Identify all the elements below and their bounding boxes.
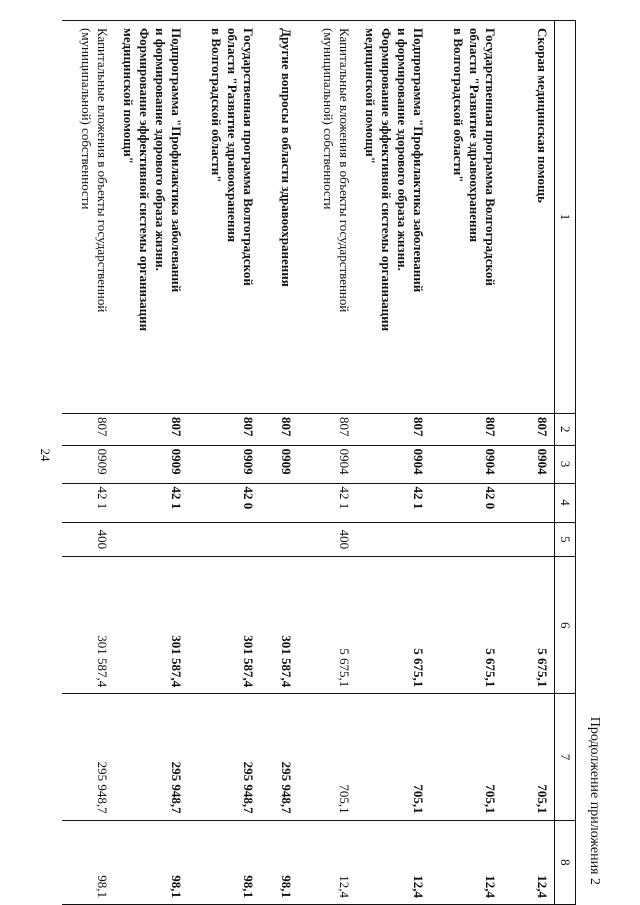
column-header: 4 [555,483,576,522]
table-row [114,21,188,905]
column-header: 7 [555,694,576,820]
page-number: 24 [38,448,53,462]
cell-col5: 400 [62,522,114,557]
cell-col6: 5 675,1 [356,557,430,694]
cell-col8: 98,1 [260,820,298,904]
row-name: Подпрограмма "Профилактика заболеваний и формирование здорового образа жизни. Формирование эффективной системы организации медицинской помощи" [356,21,430,414]
cell-col3: 0909 [114,445,188,483]
cell-col4 [260,483,298,522]
cell-col7: 705,1 [356,694,430,820]
cell-col4: 42 0 [188,483,260,522]
cell-col6: 5 675,1 [502,557,555,694]
cell-col2: 807 [188,414,260,446]
cell-col3: 0909 [188,445,260,483]
cell-col4: 42 0 [430,483,502,522]
cell-col8: 12,4 [356,820,430,904]
cell-col2: 807 [260,414,298,446]
table-header-row [555,21,576,905]
cell-col5 [260,522,298,557]
row-name: Капитальные вложения в объекты государственной (муниципальной) собственности [62,21,114,414]
table-row [298,21,356,905]
cell-col5 [502,522,555,557]
cell-col5 [188,522,260,557]
cell-col6: 5 675,1 [430,557,502,694]
cell-col2: 807 [430,414,502,446]
cell-col7: 705,1 [298,694,356,820]
cell-col8: 12,4 [298,820,356,904]
column-header: 3 [555,445,576,483]
cell-col7: 705,1 [502,694,555,820]
cell-col4: 42 1 [356,483,430,522]
cell-col6: 301 587,4 [260,557,298,694]
cell-col5: 400 [298,522,356,557]
column-header: 8 [555,820,576,904]
cell-col7: 295 948,7 [114,694,188,820]
cell-col3: 0909 [62,445,114,483]
cell-col6: 301 587,4 [62,557,114,694]
cell-col2: 807 [114,414,188,446]
table-row [430,21,502,905]
table-row [188,21,260,905]
cell-col7: 295 948,7 [62,694,114,820]
cell-col6: 301 587,4 [114,557,188,694]
row-name: Государственная программа Волгоградской области "Развитие здравоохранения в Волгоградской области" [188,21,260,414]
cell-col8: 98,1 [188,820,260,904]
table-row [356,21,430,905]
row-name: Капитальные вложения в объекты государственной (муниципальной) собственности [298,21,356,414]
column-header: 1 [555,21,576,414]
budget-table [62,20,576,905]
cell-col8: 12,4 [502,820,555,904]
cell-col8: 12,4 [430,820,502,904]
table-row [502,21,555,905]
cell-col2: 807 [502,414,555,446]
table-row [62,21,114,905]
cell-col6: 5 675,1 [298,557,356,694]
cell-col4: 42 1 [298,483,356,522]
cell-col3: 0904 [298,445,356,483]
cell-col4: 42 1 [114,483,188,522]
cell-col4 [502,483,555,522]
row-name: Скорая медицинская помощь [502,21,555,414]
cell-col3: 0904 [502,445,555,483]
column-header: 5 [555,522,576,557]
cell-col8: 98,1 [62,820,114,904]
row-name: Подпрограмма "Профилактика заболеваний и формирование здорового образа жизни. Формирование эффективной системы организации медицинской помощи" [114,21,188,414]
cell-col7: 295 948,7 [260,694,298,820]
column-header: 2 [555,414,576,446]
cell-col3: 0904 [356,445,430,483]
cell-col6: 301 587,4 [188,557,260,694]
cell-col5 [114,522,188,557]
cell-col4: 42 1 [62,483,114,522]
row-name: Другие вопросы в области здравоохранения [260,21,298,414]
appendix-note: Продолжение приложения 2 [587,716,602,885]
row-name: Государственная программа Волгоградской области "Развитие здравоохранения в Волгоградской области" [430,21,502,414]
cell-col7: 295 948,7 [188,694,260,820]
table-row [260,21,298,905]
cell-col3: 0909 [260,445,298,483]
cell-col2: 807 [356,414,430,446]
cell-col5 [430,522,502,557]
cell-col3: 0904 [430,445,502,483]
cell-col2: 807 [62,414,114,446]
cell-col5 [356,522,430,557]
cell-col7: 705,1 [430,694,502,820]
column-header: 6 [555,557,576,694]
cell-col2: 807 [298,414,356,446]
cell-col8: 98,1 [114,820,188,904]
